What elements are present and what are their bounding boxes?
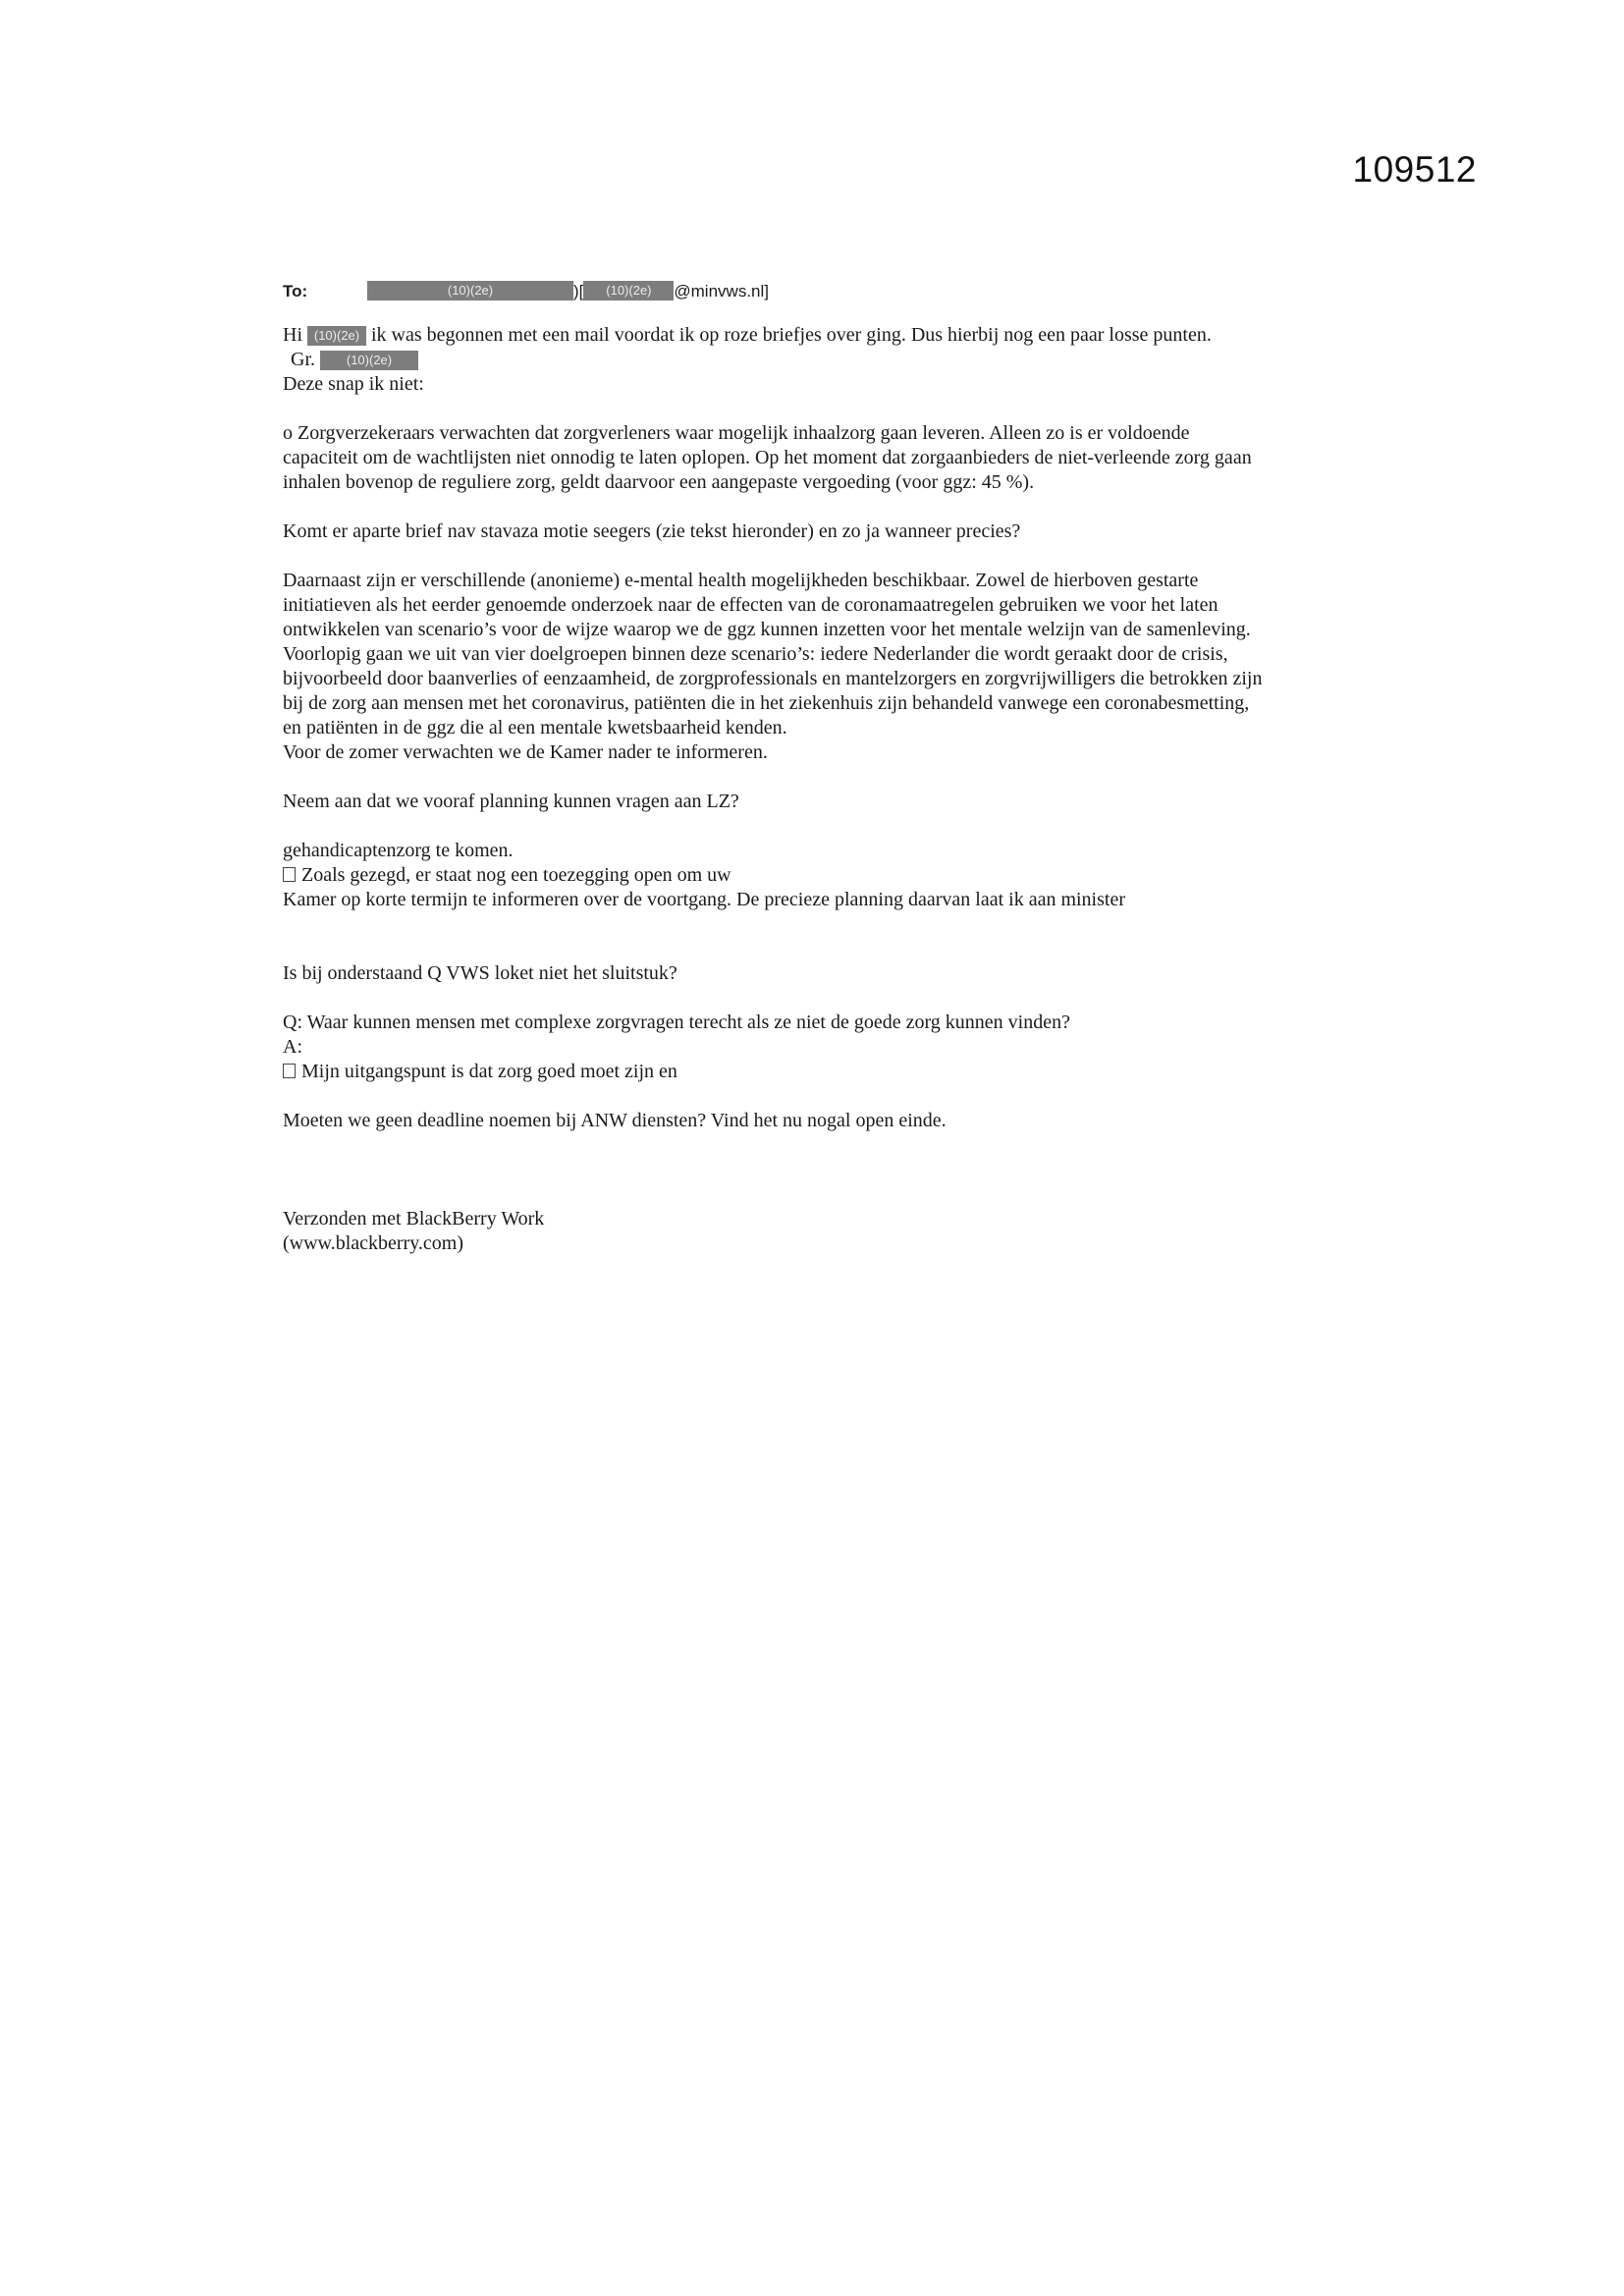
greeting-sign-line	[283, 348, 1382, 372]
qa-block	[283, 1011, 1382, 1084]
qa-question: Q: Waar kunnen mensen met complexe zorgvragen terecht als ze niet de goede zorg kunnen vinden?	[283, 1011, 1070, 1033]
greeting-gr: Gr.	[291, 349, 315, 370]
text-line: bijvoorbeeld door baanverlies of eenzaamheid, de zorgprofessionals en mantelzorgers en zorgvrijwilligers die betrokken zijn	[283, 668, 1263, 689]
text-line: inhalen bovenop de reguliere zorg, geldt daarvoor een aangepaste vergoeding (voor ggz: 45 %).	[283, 471, 1035, 493]
spacer	[283, 937, 1382, 961]
email-body	[283, 278, 1382, 1256]
bullet-box-icon	[283, 1064, 296, 1078]
text-line: en patiënten in de ggz die al een mentale kwetsbaarheid kenden.	[283, 717, 787, 738]
quote-block-1	[283, 421, 1382, 495]
text-line: o Zorgverzekeraars verwachten dat zorgverleners waar mogelijk inhaalzorg gaan leveren. Alleen zo is er voldoende	[283, 422, 1190, 444]
bullet-box-icon	[283, 867, 296, 882]
recipient-separator: )[	[573, 281, 584, 301]
qa-answer-line	[283, 1060, 1382, 1084]
text-line-content: Zoals gezegd, er staat nog een toezegging open om uw	[301, 864, 731, 886]
redaction-block: (10)(2e)	[583, 281, 674, 301]
text-line	[283, 863, 1382, 888]
qa-answer-text: Mijn uitgangspunt is dat zorg goed moet zijn en	[301, 1061, 677, 1082]
question-4: Moeten we geen deadline noemen bij ANW diensten? Vind het nu nogal open einde.	[283, 1110, 947, 1131]
recipient-domain: @minvws.nl]	[674, 281, 769, 301]
text-line: gehandicaptenzorg te komen.	[283, 840, 514, 861]
question-2: Neem aan dat we vooraf planning kunnen vragen aan LZ?	[283, 791, 739, 812]
document-number: 109512	[1352, 149, 1477, 190]
to-label: To:	[283, 281, 308, 301]
qa-answer-label: A:	[283, 1036, 302, 1058]
quote-block-2	[283, 569, 1382, 765]
quote-block-3	[283, 839, 1382, 912]
redaction-block: (10)(2e)	[320, 351, 418, 370]
text-line: Voorlopig gaan we uit van vier doelgroepen binnen deze scenario’s: iedere Nederlander die wordt geraakt door de crisis,	[283, 643, 1228, 665]
question-3: Is bij onderstaand Q VWS loket niet het sluitstuk?	[283, 962, 677, 984]
text-line: Voor de zomer verwachten we de Kamer nader te informeren.	[283, 741, 768, 763]
text-line: capaciteit om de wachtlijsten niet onnodig te laten oplopen. Op het moment dat zorgaanbieders de niet-verleende zorg gaan	[283, 447, 1252, 468]
spacer	[283, 1182, 1382, 1207]
text-line: Kamer op korte termijn te informeren over de voortgang. De precieze planning daarvan laat ik aan minister	[283, 889, 1125, 910]
signature-link: (www.blackberry.com)	[283, 1232, 463, 1254]
question-1: Komt er aparte brief nav stavaza motie seegers (zie tekst hieronder) en zo ja wanneer precies?	[283, 520, 1021, 542]
greeting-hi: Hi	[283, 324, 302, 346]
text-line: Daarnaast zijn er verschillende (anonieme) e-mental health mogelijkheden beschikbaar. Zowel de hierboven gestarte	[283, 570, 1199, 591]
greeting-line	[283, 323, 1382, 348]
recipient-row	[283, 278, 1382, 303]
text-line: initiatieven als het eerder genoemde onderzoek naar de effecten van de coronamaatregelen gebruiken we voor het laten	[283, 594, 1218, 616]
spacer	[283, 1158, 1382, 1182]
signature-line: Verzonden met BlackBerry Work	[283, 1208, 545, 1230]
text-line: bij de zorg aan mensen met het coronavirus, patiënten die in het ziekenhuis zijn behandeld vanwege een coronabesmetting,	[283, 692, 1250, 714]
text-line: ontwikkelen van scenario’s voor de wijze waarop we de ggz kunnen inzetten voor het mentale welzijn van de samenleving.	[283, 619, 1251, 640]
signature	[283, 1207, 1382, 1256]
redaction-block: (10)(2e)	[307, 326, 366, 346]
redaction-block: (10)(2e)	[367, 281, 573, 301]
greeting-text: ik was begonnen met een mail voordat ik op roze briefjes over ging. Dus hierbij nog een paar losse punten.	[371, 324, 1212, 346]
intro-line: Deze snap ik niet:	[283, 373, 424, 395]
